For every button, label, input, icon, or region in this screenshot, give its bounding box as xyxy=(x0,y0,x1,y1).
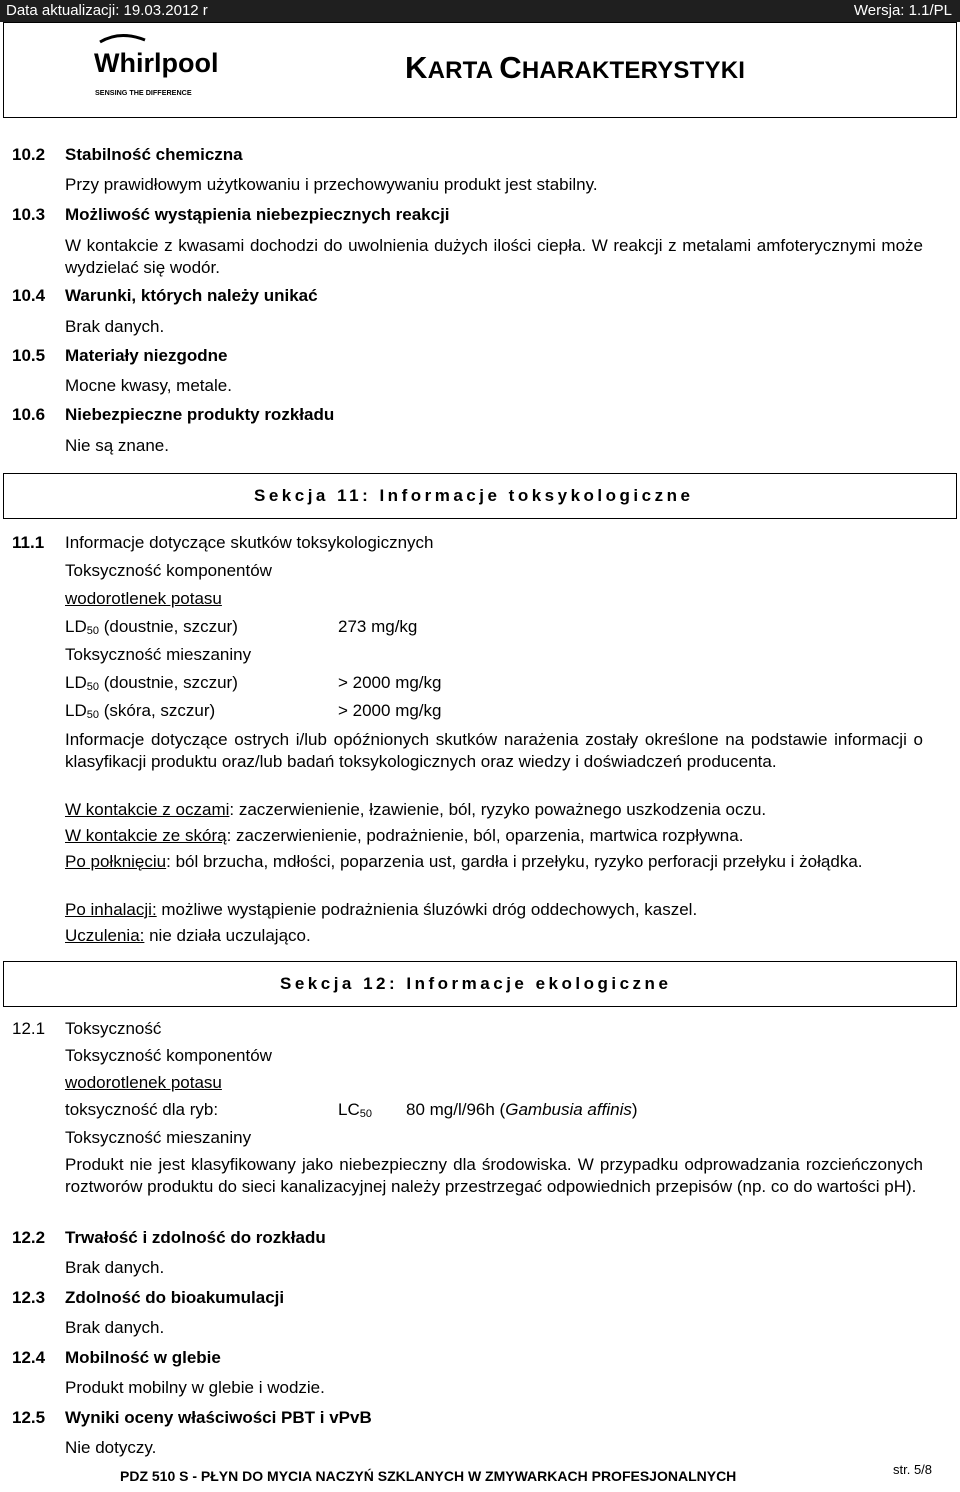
text-degradability: Brak danych. xyxy=(65,1258,165,1277)
whirlpool-logo xyxy=(90,32,240,102)
heading-degradability: Trwałość i zdolność do rozkładu xyxy=(65,1228,326,1247)
ld50-skin-value: > 2000 mg/kg xyxy=(338,701,442,720)
heading-bioaccumulation: Zdolność do bioakumulacji xyxy=(65,1288,285,1307)
swallowing: Po połknięciu: ból brzucha, mdłości, poparzenia ust, gardła i przełyku, ryzyko perforacji przełyku i żołądka. xyxy=(65,852,863,871)
text-mobility: Produkt mobilny w glebie i wodzie. xyxy=(65,1378,325,1397)
heading-conditions: Warunki, których należy unikać xyxy=(65,286,318,305)
heading-tox-info: Informacje dotyczące skutków toksykologicznych xyxy=(65,533,434,552)
section-number: 12.1 xyxy=(12,1019,46,1038)
section-number: 10.4 xyxy=(12,286,46,305)
version-label: Wersja: 1.1/PL xyxy=(853,2,952,19)
fish-toxicity-label: toksyczność dla ryb: xyxy=(65,1100,219,1119)
skin-contact: W kontakcie ze skórą: zaczerwienienie, podrażnienie, ból, oparzenia, martwica rozpływna. xyxy=(65,826,744,845)
eye-contact: W kontakcie z oczami: zaczerwienienie, łzawienie, ból, ryzyko poważnego uszkodzenia oczu. xyxy=(65,800,767,819)
section-number: 10.5 xyxy=(12,346,46,365)
text-stability: Przy prawidłowym użytkowaniu i przechowywaniu produkt jest stabilny. xyxy=(65,175,598,194)
sensitization: Uczulenia: nie działa uczulająco. xyxy=(65,926,311,945)
ld50-oral-label: LD50 (doustnie, szczur) xyxy=(65,617,238,637)
tox-paragraph: Informacje dotyczące ostrych i/lub opóźnionych skutków narażenia zostały określone na podstawie informacji o klasyfikacji produktu oraz/lub badań toksykologicznych oraz wiedzy i doświadczeń producenta. xyxy=(65,730,923,771)
ld50-skin-label: LD50 (skóra, szczur) xyxy=(65,701,216,721)
heading-mixture-toxicity: Toksyczność mieszaniny xyxy=(65,645,252,664)
lc50-label: LC50 xyxy=(338,1100,372,1120)
heading-reactions: Możliwość wystąpienia niebezpiecznych reakcji xyxy=(65,205,450,224)
text-pbt: Nie dotyczy. xyxy=(65,1438,157,1457)
component-name: wodorotlenek potasu xyxy=(65,589,222,608)
text-incompatible: Mocne kwasy, metale. xyxy=(65,376,232,395)
heading-toxicity: Toksyczność xyxy=(65,1019,162,1038)
ld50-oral-mix-value: > 2000 mg/kg xyxy=(338,673,442,692)
text-conditions: Brak danych. xyxy=(65,317,165,336)
heading-mixture-toxicity: Toksyczność mieszaniny xyxy=(65,1128,252,1147)
logo-wordmark: Whirlpool xyxy=(94,48,219,78)
text-decomposition: Nie są znane. xyxy=(65,436,169,455)
eco-paragraph: Produkt nie jest klasyfikowany jako niebezpieczny dla środowiska. W przypadku odprowadzania rozcieńczonych roztworów produktu do sieci kanalizacyjnej należy przestrzegać odpowiednich przepisów (np. co do wartości pH). xyxy=(65,1155,923,1196)
section-11-title: Sekcja 11: Informacje toksykologiczne xyxy=(254,486,694,505)
section-number: 10.2 xyxy=(12,145,46,164)
section-number: 11.1 xyxy=(12,533,45,552)
section-number: 12.5 xyxy=(12,1408,46,1427)
section-number: 10.6 xyxy=(12,405,46,424)
inhalation: Po inhalacji: możliwe wystąpienie podrażnienia śluzówki dróg oddechowych, kaszel. xyxy=(65,900,698,919)
document-title: KARTA CHARAKTERYSTYKI xyxy=(405,50,746,85)
header-bar xyxy=(0,0,960,22)
page-number: str. 5/8 xyxy=(893,1462,933,1477)
component-name: wodorotlenek potasu xyxy=(65,1073,222,1092)
section-12-title: Sekcja 12: Informacje ekologiczne xyxy=(280,974,672,993)
ld50-oral-value: 273 mg/kg xyxy=(338,617,418,636)
heading-pbt: Wyniki oceny właściwości PBT i vPvB xyxy=(65,1408,372,1427)
section-number: 10.3 xyxy=(12,205,46,224)
heading-incompatible: Materiały niezgodne xyxy=(65,346,228,365)
text-reactions: W kontakcie z kwasami dochodzi do uwolnienia dużych ilości ciepła. W reakcji z metalami amfoterycznymi może wydzielać się wodór. xyxy=(65,236,923,277)
logo-tagline: SENSING THE DIFFERENCE xyxy=(95,88,192,97)
ld50-oral-mix-label: LD50 (doustnie, szczur) xyxy=(65,673,238,693)
footer-product: PDZ 510 S - PŁYN DO MYCIA NACZYŃ SZKLANYCH W ZMYWARKACH PROFESJONALNYCH xyxy=(120,1468,737,1484)
revision-date: Data aktualizacji: 19.03.2012 r xyxy=(6,2,208,19)
text-bioaccumulation: Brak danych. xyxy=(65,1318,165,1337)
heading-component-toxicity: Toksyczność komponentów xyxy=(65,561,272,580)
section-number: 12.2 xyxy=(12,1228,46,1247)
heading-stability: Stabilność chemiczna xyxy=(65,145,243,164)
heading-decomposition: Niebezpieczne produkty rozkładu xyxy=(65,405,335,424)
section-number: 12.4 xyxy=(12,1348,46,1367)
fish-toxicity-value: 80 mg/l/96h (Gambusia affinis) xyxy=(406,1100,638,1119)
section-number: 12.3 xyxy=(12,1288,46,1307)
heading-mobility: Mobilność w glebie xyxy=(65,1348,221,1367)
heading-component-toxicity: Toksyczność komponentów xyxy=(65,1046,272,1065)
